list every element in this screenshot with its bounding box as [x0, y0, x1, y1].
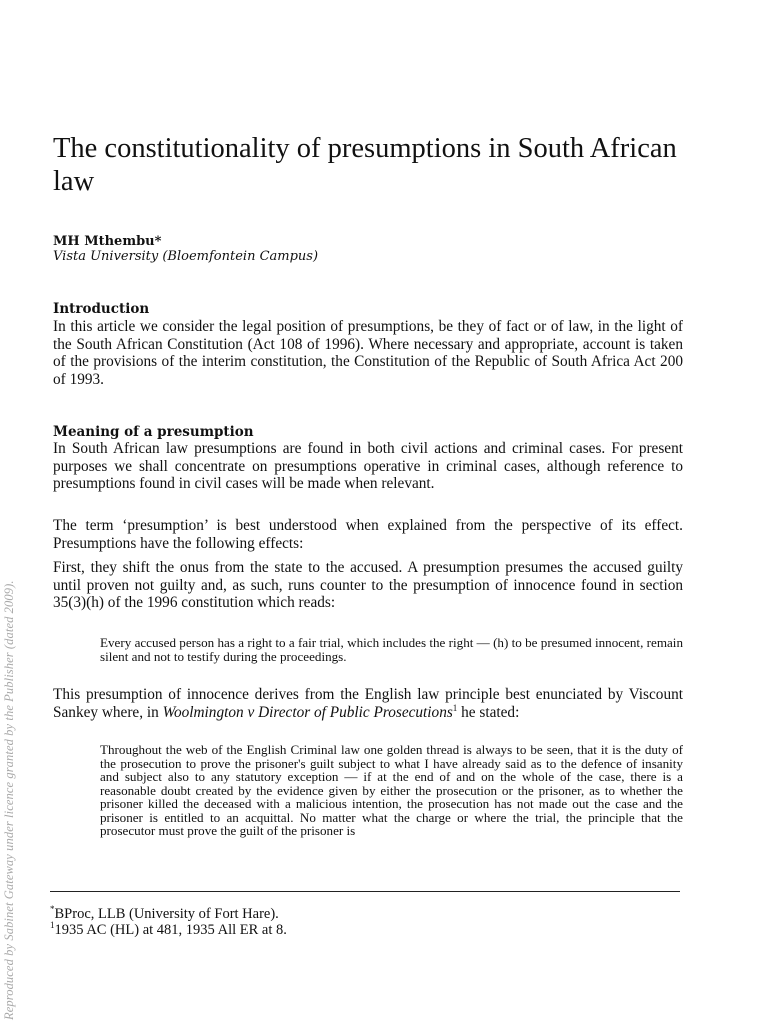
- footnote-text: BProc, LLB (University of Fort Hare).: [54, 906, 279, 922]
- introduction-paragraph: In this article we consider the legal position of presumptions, be they of fact or of law, in the light of the South African Constitution (Act 108 of 1996). Where necessary and appropriate, account is taken of the provisions of the interim constitution, the Constitution of the Republic of South Africa Act 200 of 1993.: [53, 318, 683, 388]
- sabinet-watermark: Reproduced by Sabinet Gateway under licence granted by the Publisher (dated 2009).: [2, 580, 16, 1020]
- woolmington-quote: Throughout the web of the English Criminal law one golden thread is always to be seen, that it is the duty of the prosecution to prove the prisoner's guilt subject to what I have already said as to the defence of insanity and subject also to any statutory exception — if at the end of and on the whole of the case, there is a reasonable doubt created by the evidence given by either the prosecution or the prisoner, as to whether the prisoner killed the deceased with a malicious intention, the prosecution has not made out the case and the prisoner is entitled to an acquittal. No matter what the charge or where the trial, the principle that the prosecutor must prove the guilt of the prisoner is: [100, 742, 683, 838]
- introduction-heading: Introduction: [53, 301, 150, 317]
- innocence-text-start: This presumption of innocence derives from the English law principle best enunciated by Viscount Sankey where, in: [53, 686, 683, 721]
- meaning-paragraph: In South African law presumptions are found in both civil actions and criminal cases. For present purposes we shall concentrate on presumptions operative in criminal cases, although reference to presumptions found in civil cases will be made when relevant.: [53, 440, 683, 492]
- footnote-mark: *: [50, 904, 55, 915]
- article-title: The constitutionality of presumptions in South African law: [53, 133, 677, 197]
- footnote-1: [50, 922, 287, 939]
- case-name: Woolmington v Director of Public Prosecutions: [162, 703, 453, 721]
- footnote-text: 1935 AC (HL) at 481, 1935 All ER at 8.: [54, 922, 287, 938]
- footnote-ref-1[interactable]: 1: [452, 702, 458, 713]
- footnote-divider: [50, 891, 680, 892]
- footnote-author: [50, 906, 279, 923]
- constitution-quote: Every accused person has a right to a fair trial, which includes the right — (h) to be presumed innocent, remain silent and not to testify during the proceedings.: [100, 635, 683, 664]
- footnote-mark: 1: [50, 920, 55, 931]
- term-paragraph: The term ‘presumption’ is best understood when explained from the perspective of its effect. Presumptions have the following effects:: [53, 517, 683, 552]
- innocence-paragraph: [53, 686, 683, 721]
- meaning-heading: Meaning of a presumption: [53, 424, 254, 440]
- first-effect-paragraph: First, they shift the onus from the state to the accused. A presumption presumes the accused guilty until proven not guilty and, as such, runs counter to the presumption of innocence found in section 35(3)(h) of the 1996 constitution which reads:: [53, 559, 683, 611]
- author-name: MH Mthembu*: [53, 234, 162, 249]
- author-affiliation: Vista University (Bloemfontein Campus): [53, 249, 319, 264]
- innocence-text-end: he stated:: [457, 703, 520, 721]
